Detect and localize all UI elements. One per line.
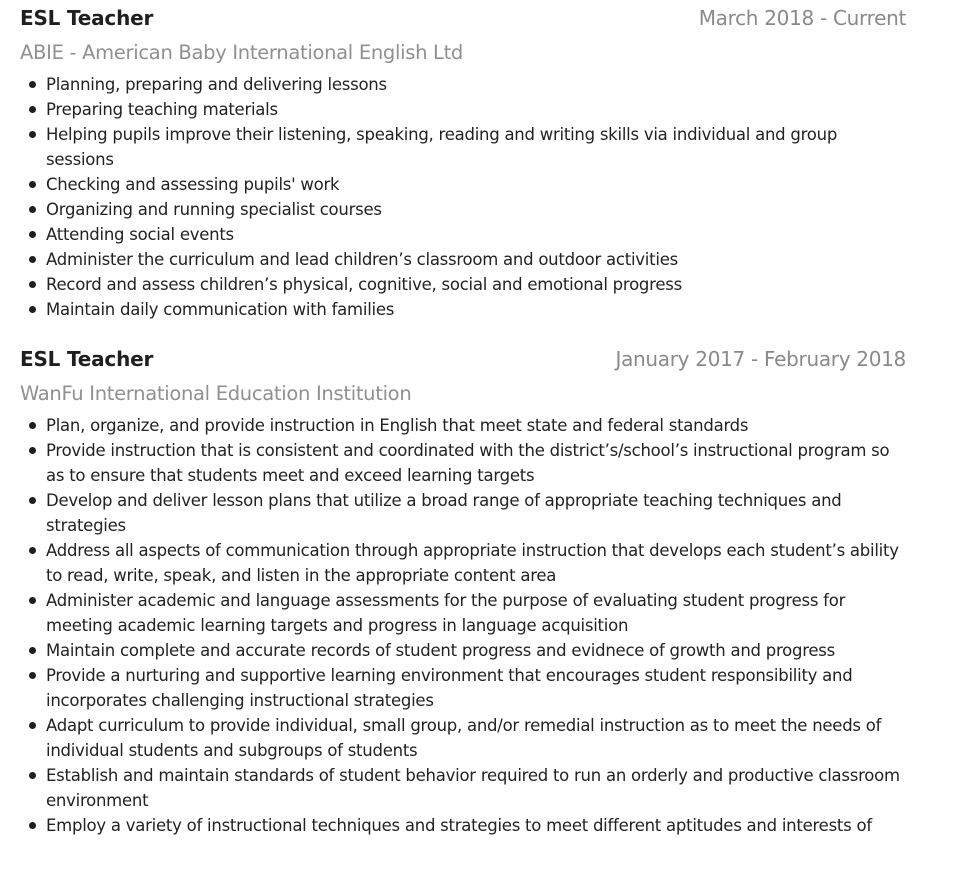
bullet-icon xyxy=(29,447,36,454)
duty-text: Provide instruction that is consistent and coordinated with the district’s/school’s instructional program so as to ensure that students meet and exceed learning targets xyxy=(46,441,890,485)
duty-text: Organizing and running specialist courses xyxy=(46,200,382,219)
bullet-icon xyxy=(29,772,36,779)
duties-list xyxy=(20,413,906,838)
duty-text: Establish and maintain standards of student behavior required to run an orderly and productive classroom environment xyxy=(46,766,900,810)
job-company: WanFu International Education Institution xyxy=(20,382,412,405)
bullet-icon xyxy=(29,497,36,504)
list-item xyxy=(20,172,906,197)
bullet-icon xyxy=(29,81,36,88)
list-item xyxy=(20,588,906,638)
bullet-icon xyxy=(29,647,36,654)
duties-list xyxy=(20,72,906,322)
duty-text: Planning, preparing and delivering lessons xyxy=(46,75,387,94)
bullet-icon xyxy=(29,206,36,213)
bullet-icon xyxy=(29,597,36,604)
job-entry-wanfu xyxy=(20,347,906,838)
duty-text: Employ a variety of instructional techniques and strategies to meet different aptitudes and interests of xyxy=(46,816,872,835)
bullet-icon xyxy=(29,722,36,729)
job-header xyxy=(20,347,906,377)
list-item xyxy=(20,272,906,297)
list-item xyxy=(20,813,906,838)
list-item xyxy=(20,297,906,322)
list-item xyxy=(20,247,906,272)
duty-text: Maintain complete and accurate records of student progress and evidnece of growth and progress xyxy=(46,641,835,660)
duty-text: Develop and deliver lesson plans that utilize a broad range of appropriate teaching techniques and strategies xyxy=(46,491,842,535)
duty-text: Administer academic and language assessments for the purpose of evaluating student progress for meeting academic learning targets and progress in language acquisition xyxy=(46,591,846,635)
duty-text: Maintain daily communication with families xyxy=(46,300,395,319)
bullet-icon xyxy=(29,547,36,554)
duty-text: Plan, organize, and provide instruction in English that meet state and federal standards xyxy=(46,416,749,435)
list-item xyxy=(20,663,906,713)
list-item xyxy=(20,122,906,172)
bullet-icon xyxy=(29,131,36,138)
job-title: ESL Teacher xyxy=(20,347,154,371)
list-item xyxy=(20,488,906,538)
duty-text: Attending social events xyxy=(46,225,234,244)
list-item xyxy=(20,538,906,588)
job-dates: March 2018 - Current xyxy=(698,6,906,30)
job-title: ESL Teacher xyxy=(20,6,154,30)
bullet-icon xyxy=(29,281,36,288)
duty-text: Checking and assessing pupils' work xyxy=(46,175,340,194)
resume-experience-section xyxy=(20,6,906,863)
list-item xyxy=(20,713,906,763)
duty-text: Address all aspects of communication through appropriate instruction that develops each student’s ability to read, write, speak, and listen in the appropriate content area xyxy=(46,541,899,585)
list-item xyxy=(20,197,906,222)
duty-text: Record and assess children’s physical, cognitive, social and emotional progress xyxy=(46,275,682,294)
job-header xyxy=(20,6,906,36)
list-item xyxy=(20,72,906,97)
bullet-icon xyxy=(29,256,36,263)
bullet-icon xyxy=(29,306,36,313)
list-item xyxy=(20,97,906,122)
job-company: ABIE - American Baby International English Ltd xyxy=(20,41,464,64)
list-item xyxy=(20,763,906,813)
job-dates: January 2017 - February 2018 xyxy=(615,347,906,371)
bullet-icon xyxy=(29,672,36,679)
duty-text: Preparing teaching materials xyxy=(46,100,278,119)
list-item xyxy=(20,413,906,438)
bullet-icon xyxy=(29,106,36,113)
bullet-icon xyxy=(29,231,36,238)
bullet-icon xyxy=(29,822,36,829)
list-item xyxy=(20,438,906,488)
bullet-icon xyxy=(29,422,36,429)
job-entry-abie xyxy=(20,6,906,322)
list-item xyxy=(20,222,906,247)
duty-text: Helping pupils improve their listening, speaking, reading and writing skills via individual and group sessions xyxy=(46,125,838,169)
bullet-icon xyxy=(29,181,36,188)
list-item xyxy=(20,638,906,663)
duty-text: Administer the curriculum and lead children’s classroom and outdoor activities xyxy=(46,250,678,269)
duty-text: Adapt curriculum to provide individual, small group, and/or remedial instruction as to meet the needs of individual students and subgroups of students xyxy=(46,716,882,760)
duty-text: Provide a nurturing and supportive learning environment that encourages student responsibility and incorporates challenging instructional strategies xyxy=(46,666,853,710)
